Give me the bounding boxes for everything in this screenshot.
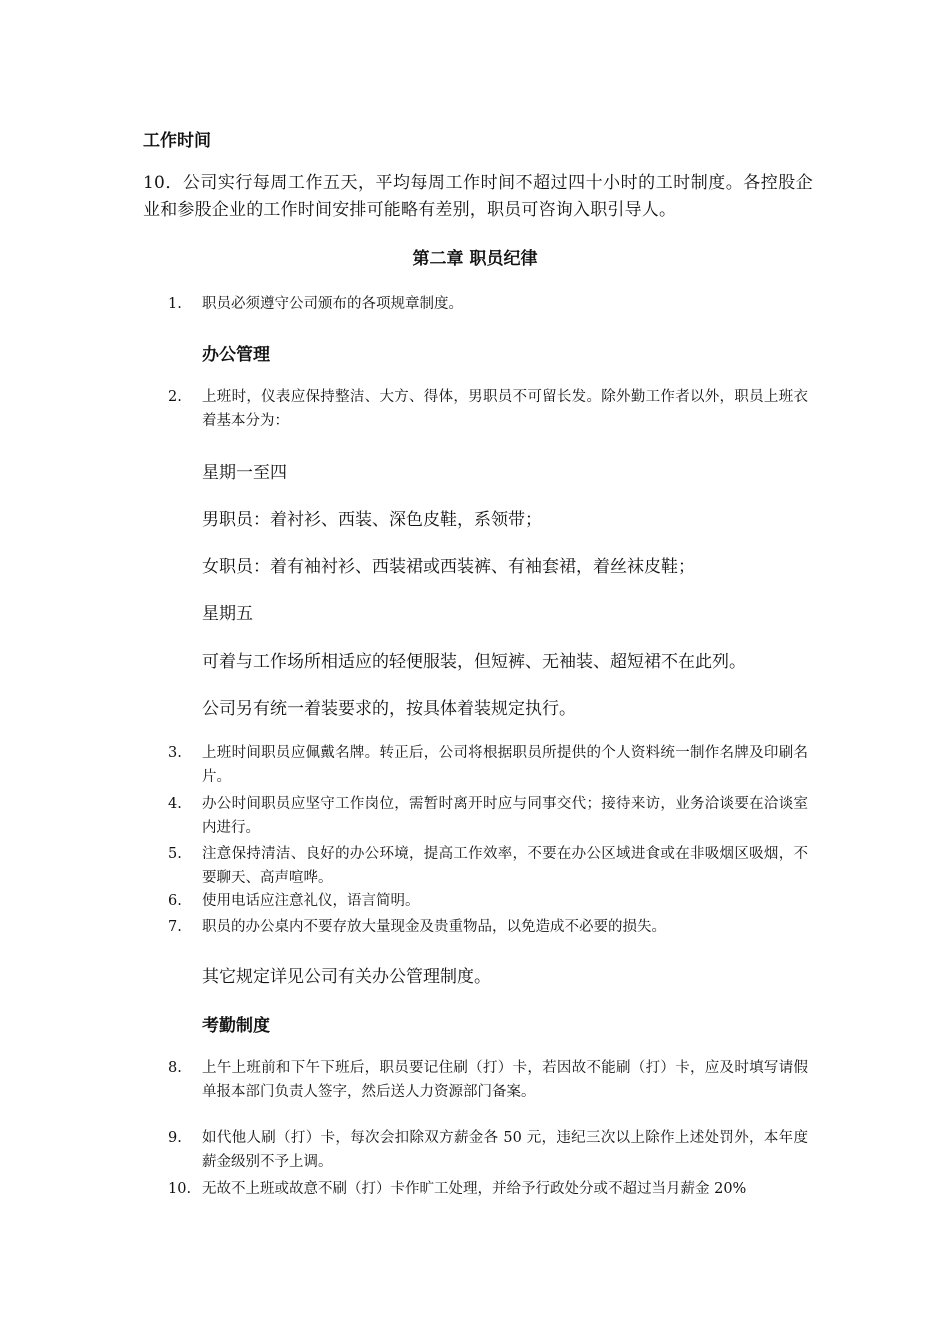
dress-code-male: 男职员：着衬衫、西装、深色皮鞋，系领带； <box>202 510 542 530</box>
list-item-text: 办公时间职员应坚守工作岗位，需暂时离开时应与同事交代；接待来访，业务洽谈要在洽谈室内进行。 <box>202 796 808 836</box>
list-item <box>168 842 808 890</box>
list-item-number: 3. <box>168 745 182 761</box>
list-item <box>168 792 808 840</box>
list-item-number: 6. <box>168 893 182 909</box>
dress-code-friday: 星期五 <box>202 604 253 624</box>
list-item <box>168 1056 808 1104</box>
list-item-text: 职员必须遵守公司颁布的各项规章制度。 <box>202 296 463 312</box>
office-rules-note: 其它规定详见公司有关办公管理制度。 <box>202 967 491 987</box>
list-item-number: 8. <box>168 1060 182 1076</box>
list-item-text: 上午上班前和下午下班后，职员要记住刷（打）卡，若因故不能刷（打）卡，应及时填写请假单报本部门负责人签字，然后送人力资源部门备案。 <box>202 1060 808 1100</box>
list-item-number: 4. <box>168 796 182 812</box>
list-item-number: 1. <box>168 296 182 312</box>
list-item-text: 上班时，仪表应保持整洁、大方、得体，男职员不可留长发。除外勤工作者以外，职员上班衣着基本分为： <box>202 389 808 429</box>
intro-paragraph: 10．公司实行每周工作五天，平均每周工作时间不超过四十小时的工时制度。各控股企业和参股企业的工作时间安排可能略有差别，职员可咨询入职引导人。 <box>143 173 813 220</box>
list-item-number: 9. <box>168 1130 182 1146</box>
list-item <box>168 292 808 316</box>
list-item <box>168 915 808 939</box>
chapter-title: 第二章 职员纪律 <box>412 249 538 269</box>
list-item-number: 7. <box>168 919 182 935</box>
list-item <box>168 1126 808 1174</box>
dress-code-uniform-note: 公司另有统一着装要求的，按具体着装规定执行。 <box>202 699 576 719</box>
list-item <box>168 741 808 789</box>
list-item-text: 如代他人刷（打）卡，每次会扣除双方薪金各 50 元，违纪三次以上除作上述处罚外，本年度薪金级别不予上调。 <box>202 1130 808 1170</box>
list-item-text: 无故不上班或故意不刷（打）卡作旷工处理，并给予行政处分或不超过当月薪金 20% <box>202 1181 747 1197</box>
dress-code-friday-rule: 可着与工作场所相适应的轻便服装，但短裤、无袖装、超短裙不在此列。 <box>202 652 746 672</box>
dress-code-female: 女职员：着有袖衬衫、西装裙或西装裤、有袖套裙，着丝袜皮鞋； <box>202 557 695 577</box>
list-item-text: 上班时间职员应佩戴名牌。转正后，公司将根据职员所提供的个人资料统一制作名牌及印刷名片。 <box>202 745 808 785</box>
list-item <box>168 385 808 433</box>
list-item-text: 使用电话应注意礼仪，语言简明。 <box>202 893 420 909</box>
list-item-number: 5. <box>168 846 182 862</box>
list-item-number: 10. <box>168 1181 192 1197</box>
list-item <box>168 1177 808 1201</box>
subheading-office-management: 办公管理 <box>202 345 270 365</box>
subheading-attendance: 考勤制度 <box>202 1016 270 1036</box>
list-item-number: 2. <box>168 389 182 405</box>
dress-code-mon-thu: 星期一至四 <box>202 463 287 483</box>
list-item <box>168 889 808 913</box>
section-heading-work-time: 工作时间 <box>143 131 211 151</box>
list-item-text: 职员的办公桌内不要存放大量现金及贵重物品，以免造成不必要的损失。 <box>202 919 666 935</box>
list-item-text: 注意保持清洁、良好的办公环境，提高工作效率，不要在办公区域进食或在非吸烟区吸烟，不要聊天、高声喧哗。 <box>202 846 808 886</box>
